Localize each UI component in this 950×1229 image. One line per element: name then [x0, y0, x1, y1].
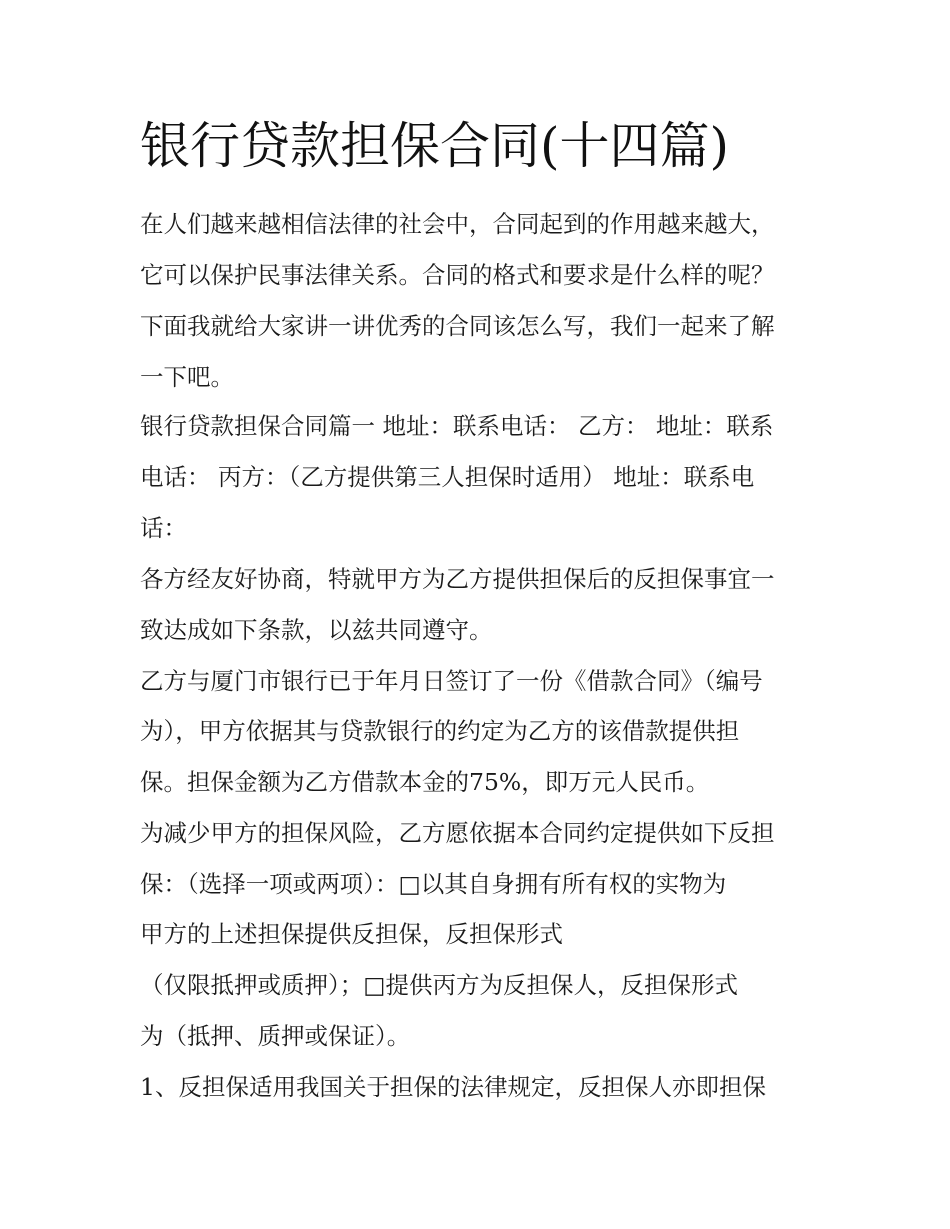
paragraph-line: 乙方与厦门市银行已于年月日签订了一份《借款合同》（编号: [140, 667, 763, 695]
paragraph-line: 甲方的上述担保提供反担保，反担保形式: [140, 920, 563, 948]
paragraph-line: 保。担保金额为乙方借款本金的75%，即万元人民币。: [140, 768, 710, 796]
paragraph-line: 为（抵押、质押或保证）。: [140, 1022, 411, 1050]
paragraph-line: 1、反担保适用我国关于担保的法律规定，反担保人亦即担保: [140, 1073, 766, 1101]
paragraph-line: （仅限抵押或质押）；□提供丙方为反担保人，反担保形式: [140, 971, 738, 999]
paragraph-line: 一下吧。: [140, 363, 234, 391]
paragraph-line: 话：: [140, 514, 187, 542]
paragraph-line: 它可以保护民事法律关系。合同的格式和要求是什么样的呢？: [140, 261, 775, 289]
paragraph-line: 电话： 丙方：（乙方提供第三人担保时适用） 地址：联系电: [140, 463, 755, 491]
paragraph-line: 下面我就给大家讲一讲优秀的合同该怎么写，我们一起来了解: [140, 312, 775, 340]
paragraph-line: 在人们越来越相信法律的社会中，合同起到的作用越来越大，: [140, 210, 775, 238]
paragraph-line: 致达成如下条款，以兹共同遵守。: [140, 616, 493, 644]
paragraph-line: 各方经友好协商，特就甲方为乙方提供担保后的反担保事宜一: [140, 565, 775, 593]
document-title: 银行贷款担保合同(十四篇): [140, 117, 730, 175]
paragraph-line: 银行贷款担保合同篇一 地址：联系电话： 乙方： 地址：联系: [140, 412, 774, 440]
paragraph-line: 保：（选择一项或两项）：□以其自身拥有所有权的实物为: [140, 870, 727, 898]
paragraph-line: 为减少甲方的担保风险，乙方愿依据本合同约定提供如下反担: [140, 819, 775, 847]
paragraph-line: 为），甲方依据其与贷款银行的约定为乙方的该借款提供担: [140, 717, 740, 745]
